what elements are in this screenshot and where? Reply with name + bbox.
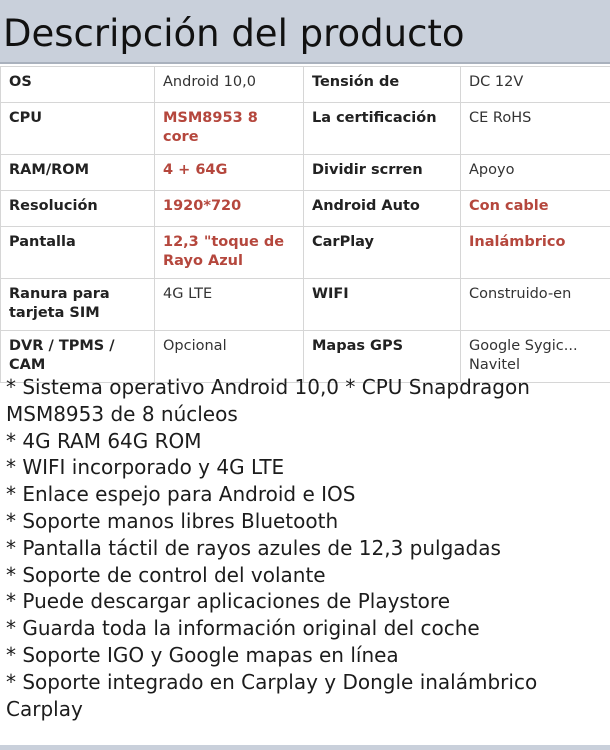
spec-label: Dividir scrren (304, 155, 461, 191)
feature-line: * Soporte IGO y Google mapas en línea (6, 642, 399, 667)
spec-label: Tensión de (304, 67, 461, 103)
feature-line: * Enlace espejo para Android e IOS (6, 482, 356, 507)
feature-line: * Soporte integrado en Carplay y Dongle inalámbrico Carplay (6, 669, 538, 721)
spec-value: Android 10,0 (155, 67, 304, 103)
spec-label: Ranura para tarjeta SIM (1, 279, 155, 331)
feature-line: * Guarda toda la información original del coche (6, 616, 480, 641)
spec-label: DVR / TPMS / CAM (1, 331, 155, 383)
feature-list (6, 374, 606, 722)
page-title: Descripción del producto (3, 12, 465, 55)
spec-value: Con cable (461, 191, 610, 227)
feature-line: * 4G RAM 64G ROM (6, 428, 202, 453)
spec-value: 4 + 64G (155, 155, 304, 191)
feature-line: * Pantalla táctil de rayos azules de 12,3 pulgadas (6, 535, 501, 560)
spec-row (1, 67, 610, 103)
spec-label: Android Auto (304, 191, 461, 227)
spec-label: Resolución (1, 191, 155, 227)
spec-row (1, 279, 610, 331)
spec-value: 1920*720 (155, 191, 304, 227)
feature-line: * Soporte de control del volante (6, 562, 326, 587)
spec-value: Google Sygic... Navitel (461, 331, 610, 383)
spec-row (1, 191, 610, 227)
footer-divider (0, 745, 610, 750)
spec-row (1, 227, 610, 279)
spec-label: La certificación (304, 103, 461, 155)
spec-label: OS (1, 67, 155, 103)
spec-value: Apoyo (461, 155, 610, 191)
spec-row (1, 103, 610, 155)
feature-line: * WIFI incorporado y 4G LTE (6, 455, 285, 480)
spec-value: Opcional (155, 331, 304, 383)
page-header (0, 0, 610, 64)
spec-table (0, 66, 610, 383)
spec-label: WIFI (304, 279, 461, 331)
spec-label: CPU (1, 103, 155, 155)
spec-label: RAM/ROM (1, 155, 155, 191)
feature-line: * Soporte manos libres Bluetooth (6, 508, 339, 533)
feature-line: * Sistema operativo Android 10,0 * CPU Snapdragon MSM8953 de 8 núcleos (6, 375, 530, 426)
spec-label: Pantalla (1, 227, 155, 279)
spec-value: MSM8953 8 core (155, 103, 304, 155)
spec-value: 4G LTE (155, 279, 304, 331)
spec-label: Mapas GPS (304, 331, 461, 383)
spec-value: Inalámbrico (461, 227, 610, 279)
feature-line: * Puede descargar aplicaciones de Playstore (6, 589, 450, 614)
spec-value: CE RoHS (461, 103, 610, 155)
spec-label: CarPlay (304, 227, 461, 279)
spec-value: DC 12V (461, 67, 610, 103)
spec-value: 12,3 "toque de Rayo Azul (155, 227, 304, 279)
spec-row (1, 155, 610, 191)
spec-value: Construido-en (461, 279, 610, 331)
